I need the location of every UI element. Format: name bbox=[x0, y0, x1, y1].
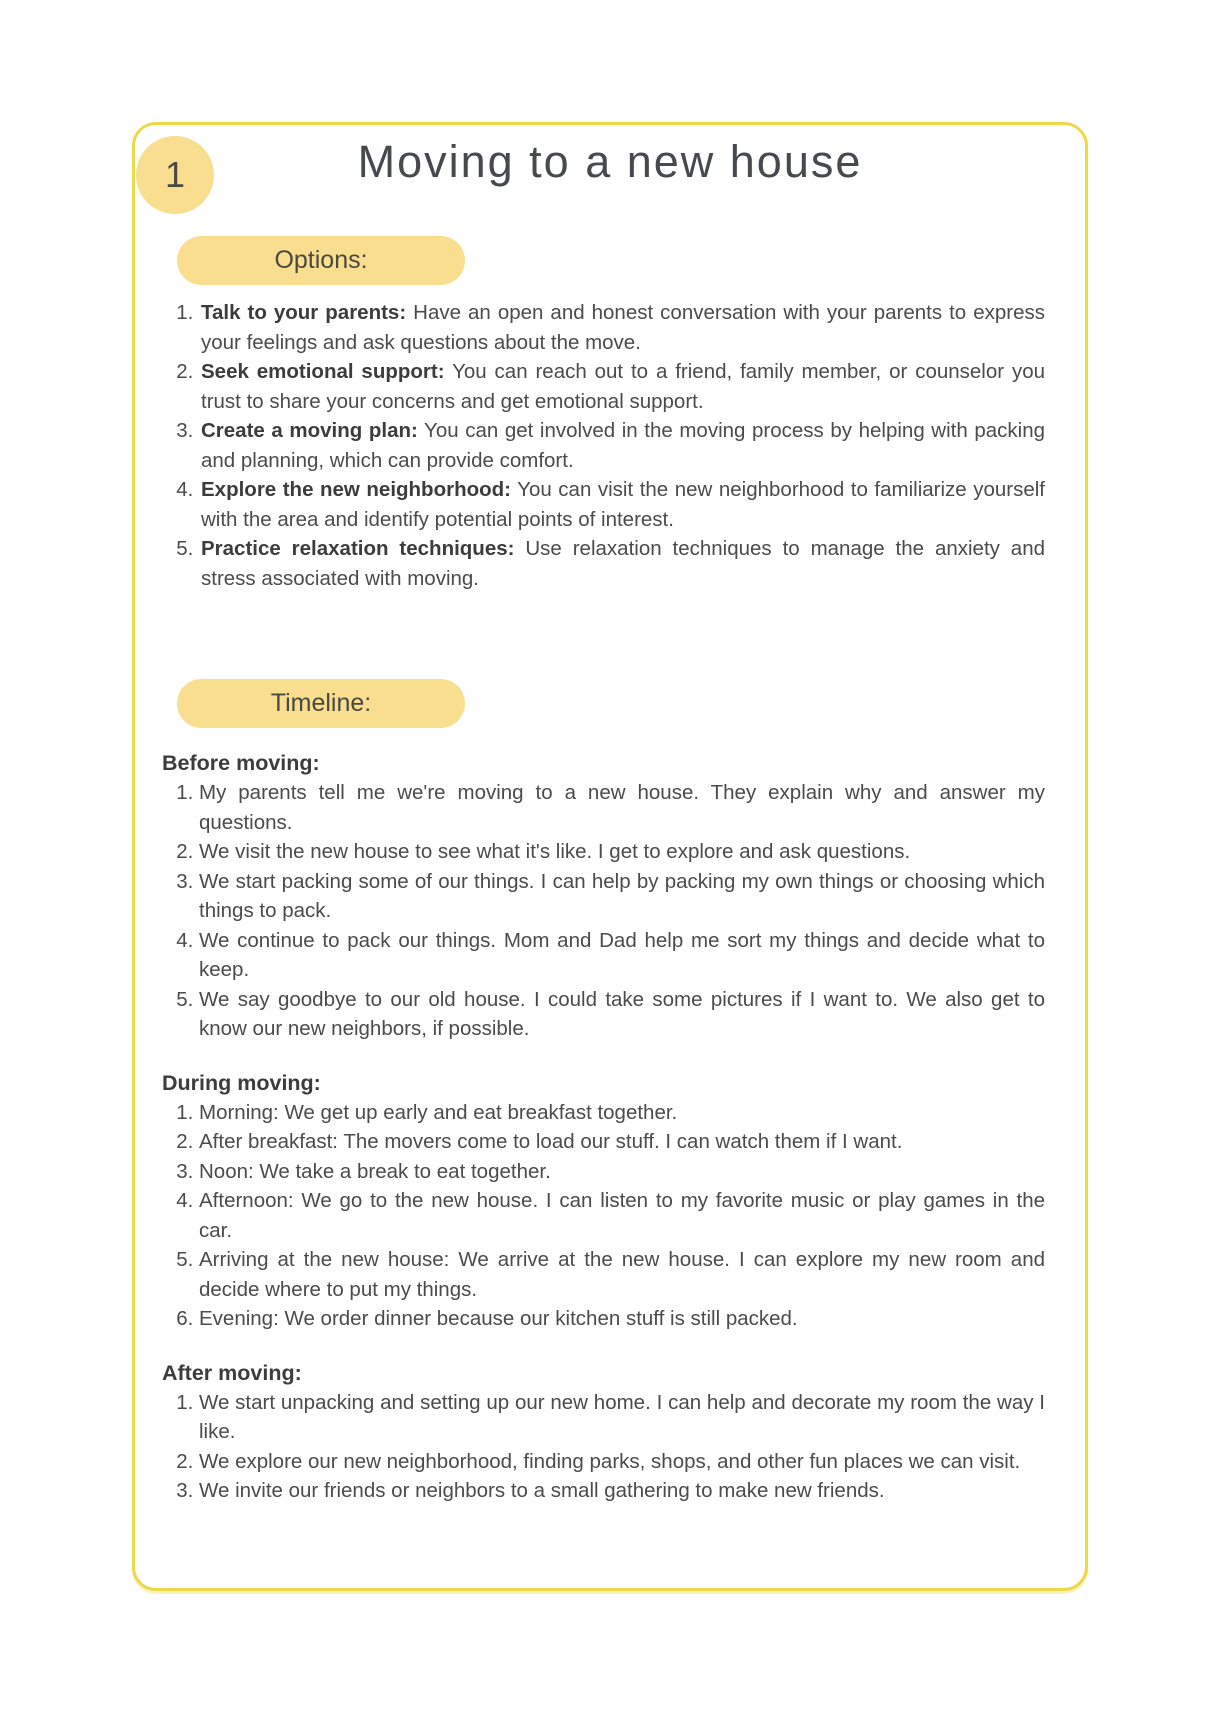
list-item: 4. We continue to pack our things. Mom and Dad help me sort my things and decide what to keep. bbox=[199, 926, 1045, 985]
page-title: Moving to a new house bbox=[357, 136, 863, 187]
list-item: 1. My parents tell me we're moving to a new house. They explain why and answer my questions. bbox=[199, 778, 1045, 837]
list-item: 1. Morning: We get up early and eat breakfast together. bbox=[199, 1098, 1045, 1128]
list-item: 2. We explore our new neighborhood, finding parks, shops, and other fun places we can visit. bbox=[199, 1447, 1045, 1477]
section-heading-during-moving: During moving: bbox=[162, 1070, 321, 1095]
list-item: 2. We visit the new house to see what it's like. I get to explore and ask questions. bbox=[199, 837, 1045, 867]
option-text: Use relaxation techniques to manage the anxiety and stress associated with moving. bbox=[201, 537, 1045, 590]
list-item bbox=[199, 534, 1045, 593]
list-item: 6. Evening: We order dinner because our kitchen stuff is still packed. bbox=[199, 1304, 1045, 1334]
option-text: You can visit the new neighborhood to familiarize yourself with the area and identify potential points of interest. bbox=[201, 478, 1045, 531]
timeline-badge bbox=[177, 679, 465, 728]
list-item: 3. We invite our friends or neighbors to a small gathering to make new friends. bbox=[199, 1476, 1045, 1506]
options-badge-label: Options: bbox=[274, 246, 368, 274]
page-number-badge bbox=[136, 136, 214, 214]
list-item: 4. Afternoon: We go to the new house. I can listen to my favorite music or play games in the car. bbox=[199, 1186, 1045, 1245]
timeline-badge-label: Timeline: bbox=[270, 689, 372, 717]
option-lead: Explore the new neighborhood: bbox=[201, 478, 511, 501]
list-item bbox=[199, 475, 1045, 534]
list-item: 5. We say goodbye to our old house. I could take some pictures if I want to. We also get to know our new neighbors, if possible. bbox=[199, 985, 1045, 1044]
before-moving-list bbox=[162, 778, 1045, 1044]
section-heading-before-moving: Before moving: bbox=[162, 751, 320, 775]
option-text: Have an open and honest conversation with your parents to express your feelings and ask questions about the move. bbox=[201, 301, 1045, 354]
options-badge bbox=[177, 236, 465, 285]
list-item: 1. We start unpacking and setting up our new home. I can help and decorate my room the way I like. bbox=[199, 1388, 1045, 1447]
option-lead: Practice relaxation techniques: bbox=[201, 537, 515, 560]
list-item: 5. Arriving at the new house: We arrive at the new house. I can explore my new room and decide where to put my things. bbox=[199, 1245, 1045, 1304]
option-text: You can get involved in the moving process by helping with packing and planning, which can provide comfort. bbox=[201, 419, 1045, 472]
options-list bbox=[162, 298, 1045, 593]
list-item bbox=[199, 298, 1045, 357]
option-lead: Create a moving plan: bbox=[201, 419, 418, 442]
list-item bbox=[199, 357, 1045, 416]
option-text: You can reach out to a friend, family member, or counselor you trust to share your concerns and get emotional support. bbox=[201, 360, 1046, 413]
list-item: 3. We start packing some of our things. I can help by packing my own things or choosing which things to pack. bbox=[199, 867, 1045, 926]
page-number: 1 bbox=[164, 154, 186, 195]
option-lead: Talk to your parents: bbox=[201, 301, 407, 324]
list-item: 3. Noon: We take a break to eat together. bbox=[199, 1157, 1045, 1187]
during-moving-list bbox=[162, 1098, 1045, 1334]
list-item: 2. After breakfast: The movers come to load our stuff. I can watch them if I want. bbox=[199, 1127, 1045, 1157]
option-lead: Seek emotional support: bbox=[201, 360, 445, 383]
section-heading-after-moving: After moving: bbox=[162, 1360, 302, 1385]
page-card bbox=[132, 122, 1088, 1591]
page-content bbox=[135, 236, 1085, 1506]
after-moving-list bbox=[162, 1388, 1045, 1506]
list-item bbox=[199, 416, 1045, 475]
